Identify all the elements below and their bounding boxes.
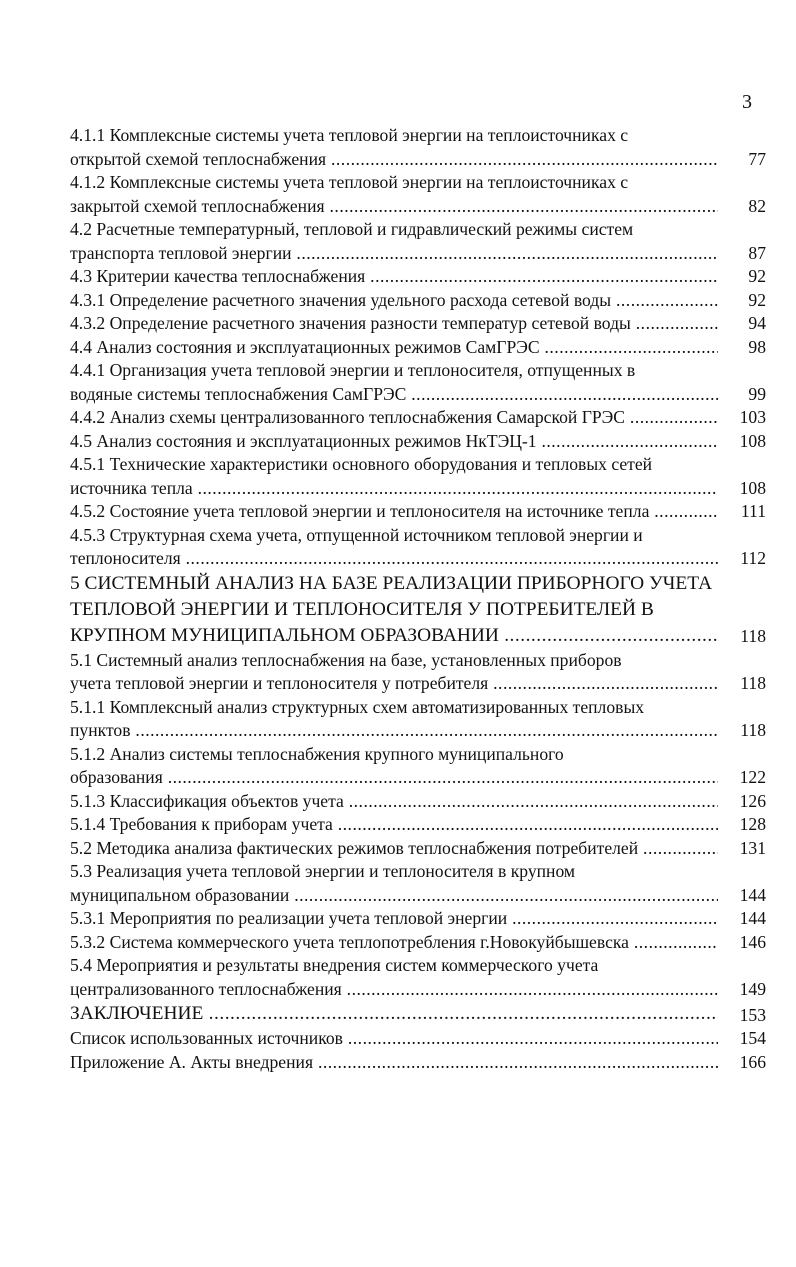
toc-entry-title-line: 4.4.1 Организация учета тепловой энергии и теплоносителя, отпущенных в (70, 360, 636, 380)
toc-entry-title-line: 4.2 Расчетные температурный, тепловой и гидравлический режимы систем (70, 219, 634, 239)
toc-entry[interactable] (70, 430, 766, 454)
toc-entry[interactable] (70, 171, 766, 218)
toc-entry-title-last-line: 4.4.2 Анализ схемы централизованного теплоснабжения Самарской ГРЭС ..... (70, 406, 718, 430)
toc-entry-title-last-line: КРУПНОМ МУНИЦИПАЛЬНОМ ОБРАЗОВАНИИ ..... (70, 623, 718, 649)
toc-entry-title-last-line: Приложение А. Акты внедрения ..... (70, 1051, 718, 1075)
toc-entry-title-last-line: 5.1.4 Требования к приборам учета ..... (70, 813, 718, 837)
toc-entry-page-number: 144 (739, 884, 766, 905)
toc-entry[interactable] (70, 453, 766, 500)
toc-entry-title-last-line: образования ..... (70, 766, 718, 790)
toc-entry-title-last-line: открытой схемой теплоснабжения ..... (70, 148, 718, 172)
toc-entry[interactable] (70, 907, 766, 931)
toc-entry-title-line: 5.4 Мероприятия и результаты внедрения систем коммерческого учета (70, 955, 599, 975)
toc-entry-title-last-line: 5.3.2 Система коммерческого учета теплопотребления г.Новокуйбышевска ..... (70, 931, 718, 955)
toc-entry-title-last-line: водяные системы теплоснабжения СамГРЭС ..... (70, 383, 718, 407)
toc-entry-page-number: 144 (739, 908, 766, 928)
toc-entry[interactable] (70, 524, 766, 571)
toc-entry-title-line: 5 СИСТЕМНЫЙ АНАЛИЗ НА БАЗЕ РЕАЛИЗАЦИИ ПРИБОРНОГО УЧЕТА (70, 572, 713, 594)
toc-entry[interactable] (70, 696, 766, 743)
toc-entry-page-number: 103 (739, 407, 766, 427)
toc-entry[interactable] (70, 649, 766, 696)
toc-entry-title-last-line: 4.4 Анализ состояния и эксплуатационных режимов СамГРЭС ..... (70, 336, 718, 360)
toc-entry-page-number: 77 (748, 148, 766, 169)
toc-entry-page-number: 146 (739, 931, 766, 952)
toc-entry-page-number: 166 (739, 1051, 766, 1072)
toc-entry[interactable] (70, 1001, 766, 1027)
toc-entry-title-last-line: 4.3.2 Определение расчетного значения разности температур сетевой воды ..... (70, 312, 718, 336)
toc-entry-page-number: 149 (739, 978, 766, 999)
toc-entry-page-number: 153 (739, 1004, 766, 1025)
toc-entry[interactable] (70, 312, 766, 336)
toc-entry-page-number: 94 (748, 313, 766, 333)
toc-entry[interactable] (70, 289, 766, 313)
toc-entry-title-last-line: пунктов ..... (70, 719, 718, 743)
toc-entry[interactable] (70, 743, 766, 790)
toc-entry-page-number: 87 (748, 242, 766, 263)
toc-entry-page-number: 111 (740, 501, 766, 521)
toc-entry-title-last-line: 5.2 Методика анализа фактических режимов теплоснабжения потребителей ..... (70, 837, 718, 861)
toc-entry[interactable] (70, 837, 766, 861)
toc-entry-title-last-line: теплоносителя ..... (70, 547, 718, 571)
toc-entry[interactable] (70, 124, 766, 171)
toc-entry-page-number: 99 (748, 383, 766, 404)
toc-entry-title-last-line: источника тепла ..... (70, 477, 718, 501)
toc-entry-page-number: 118 (740, 720, 766, 740)
toc-entry[interactable] (70, 790, 766, 814)
toc-entry-title-last-line: закрытой схемой теплоснабжения ..... (70, 195, 718, 219)
toc-entry-title-line: 4.1.1 Комплексные системы учета тепловой энергии на теплоисточниках с (70, 125, 629, 145)
toc-entry[interactable] (70, 813, 766, 837)
page-number: 3 (742, 91, 752, 113)
toc-entry-title-last-line: 5.3.1 Мероприятия по реализации учета тепловой энергии ..... (70, 907, 718, 931)
toc-entry[interactable] (70, 1027, 766, 1051)
toc-entry[interactable] (70, 1051, 766, 1075)
toc-entry-title-line: 4.5.1 Технические характеристики основного оборудования и тепловых сетей (70, 454, 653, 474)
toc-entry-title-line: 5.1.1 Комплексный анализ структурных схем автоматизированных тепловых (70, 696, 645, 717)
toc-entry[interactable] (70, 406, 766, 430)
toc-entry-page-number: 126 (739, 790, 766, 811)
toc-entry[interactable] (70, 500, 766, 524)
toc-entry-page-number: 108 (739, 477, 766, 498)
toc-entry-page-number: 122 (739, 767, 766, 787)
toc-entry-page-number: 118 (740, 626, 766, 646)
toc-entry-title-last-line: 4.5 Анализ состояния и эксплуатационных режимов НкТЭЦ-1 ..... (70, 430, 718, 454)
toc-entry-title-last-line: 4.3 Критерии качества теплоснабжения ..... (70, 265, 718, 289)
toc-entry[interactable] (70, 954, 766, 1001)
toc-entry-page-number: 128 (739, 814, 766, 834)
toc-entry-title-last-line: 4.5.2 Состояние учета тепловой энергии и теплоносителя на источнике тепла ..... (70, 500, 718, 524)
toc-entry-title-line: 4.1.2 Комплексные системы учета тепловой энергии на теплоисточниках с (70, 172, 629, 192)
toc-entry-title-last-line: транспорта тепловой энергии ..... (70, 242, 718, 266)
toc-entry-title-last-line: 5.1.3 Классификация объектов учета ..... (70, 790, 718, 814)
toc-entry[interactable] (70, 336, 766, 360)
toc-entry[interactable] (70, 571, 766, 649)
toc-entry-page-number: 98 (748, 336, 766, 357)
toc-entry-page-number: 108 (739, 430, 766, 451)
toc-entry-page-number: 131 (739, 837, 766, 858)
toc-entry[interactable] (70, 931, 766, 955)
table-of-contents (70, 124, 766, 1074)
toc-entry-page-number: 82 (748, 195, 766, 216)
toc-entry-title-line: 5.3 Реализация учета тепловой энергии и теплоносителя в крупном (70, 861, 576, 881)
toc-entry-page-number: 112 (740, 548, 766, 568)
toc-entry[interactable] (70, 265, 766, 289)
toc-entry-title-line: ТЕПЛОВОЙ ЭНЕРГИИ И ТЕПЛОНОСИТЕЛЯ У ПОТРЕБИТЕЛЕЙ В (70, 598, 654, 620)
toc-entry-title-last-line: муниципальном образовании ..... (70, 884, 718, 908)
toc-entry-title-line: 4.5.3 Структурная схема учета, отпущенной источником тепловой энергии и (70, 524, 643, 545)
toc-entry[interactable] (70, 860, 766, 907)
toc-entry-title-last-line: ЗАКЛЮЧЕНИЕ ..... (70, 1001, 718, 1027)
toc-entry[interactable] (70, 359, 766, 406)
toc-entry-title-last-line: 4.3.1 Определение расчетного значения удельного расхода сетевой воды ..... (70, 289, 718, 313)
toc-entry-page-number: 118 (740, 673, 766, 693)
toc-entry-page-number: 154 (739, 1028, 766, 1048)
toc-entry-page-number: 92 (748, 266, 766, 286)
toc-entry-title-line: 5.1 Системный анализ теплоснабжения на базе, установленных приборов (70, 649, 622, 670)
toc-entry-title-last-line: Список использованных источников ..... (70, 1027, 718, 1051)
toc-entry[interactable] (70, 218, 766, 265)
toc-entry-page-number: 92 (748, 289, 766, 310)
toc-entry-title-line: 5.1.2 Анализ системы теплоснабжения крупного муниципального (70, 743, 564, 764)
toc-entry-title-last-line: учета тепловой энергии и теплоносителя у потребителя ..... (70, 672, 718, 696)
toc-entry-title-last-line: централизованного теплоснабжения ..... (70, 978, 718, 1002)
